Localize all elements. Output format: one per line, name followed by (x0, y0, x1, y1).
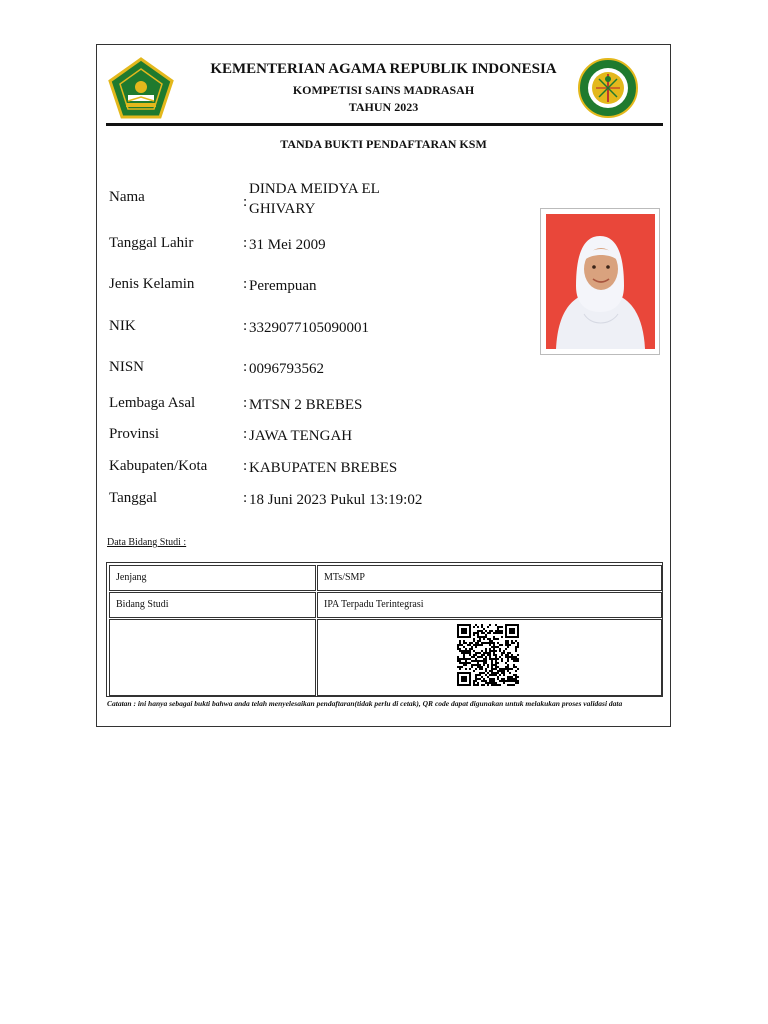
field-value-tanggal-lahir: 31 Mei 2009 (249, 237, 326, 253)
field-label-lembaga-asal: Lembaga Asal (109, 395, 196, 411)
field-value-lembaga-asal: MTSN 2 BREBES (249, 397, 363, 413)
registration-card (96, 44, 671, 727)
header-divider (106, 123, 663, 126)
field-value-nama-line2: GHIVARY (249, 201, 316, 217)
year-title: TAHUN 2023 (348, 100, 419, 114)
field-value-kabupaten: KABUPATEN BREBES (249, 460, 398, 476)
field-value-jenis-kelamin: Perempuan (249, 278, 317, 294)
table-cell-empty (109, 619, 316, 696)
field-label-nik: NIK (109, 318, 136, 334)
field-colon: : (243, 458, 248, 474)
field-colon: : (243, 235, 248, 251)
field-label-tanggal-lahir: Tanggal Lahir (109, 235, 194, 251)
field-label-nama: Nama (109, 189, 145, 205)
table-cell-value: MTs/SMP (317, 565, 662, 591)
study-table (106, 562, 663, 697)
study-section-title: Data Bidang Studi : (107, 537, 187, 548)
field-value-provinsi: JAWA TENGAH (249, 428, 353, 444)
field-colon: : (243, 359, 248, 375)
participant-photo (546, 214, 655, 349)
field-value-nisn: 0096793562 (249, 361, 324, 377)
field-label-kabupaten: Kabupaten/Kota (109, 458, 208, 474)
photo-frame (540, 208, 660, 355)
field-colon: : (243, 318, 248, 334)
competition-title: KOMPETISI SAINS MADRASAH (292, 83, 475, 97)
footnote: Catatan : ini hanya sebagai bukti bahwa anda telah menyelesaikan pendaftaran(tidak perlu di cetak), QR code dapat digunakan untuk melakukan proses validasi data (107, 699, 623, 708)
portrait-icon (546, 214, 655, 349)
field-colon: : (243, 194, 248, 210)
field-label-jenis-kelamin: Jenis Kelamin (109, 276, 195, 292)
table-cell-label: Bidang Studi (109, 592, 316, 618)
field-label-provinsi: Provinsi (109, 426, 160, 442)
field-value-nik: 3329077105090001 (249, 320, 369, 336)
table-cell-value: IPA Terpadu Terintegrasi (317, 592, 662, 618)
field-label-tanggal: Tanggal (109, 490, 158, 506)
qr-code-icon[interactable] (457, 624, 519, 688)
field-value-nama (249, 179, 380, 219)
field-value-nama-line1: DINDA MEIDYA EL (249, 181, 380, 197)
field-label-nisn: NISN (109, 359, 145, 375)
ministry-title: KEMENTERIAN AGAMA REPUBLIK INDONESIA (210, 61, 557, 77)
ksm-logo-icon (577, 57, 639, 119)
field-value-tanggal: 18 Juni 2023 Pukul 13:19:02 (249, 492, 423, 508)
field-colon: : (243, 276, 248, 292)
field-colon: : (243, 426, 248, 442)
field-colon: : (243, 490, 248, 506)
table-cell-label: Jenjang (109, 565, 316, 591)
document-title: TANDA BUKTI PENDAFTARAN KSM (280, 137, 487, 151)
field-colon: : (243, 395, 248, 411)
